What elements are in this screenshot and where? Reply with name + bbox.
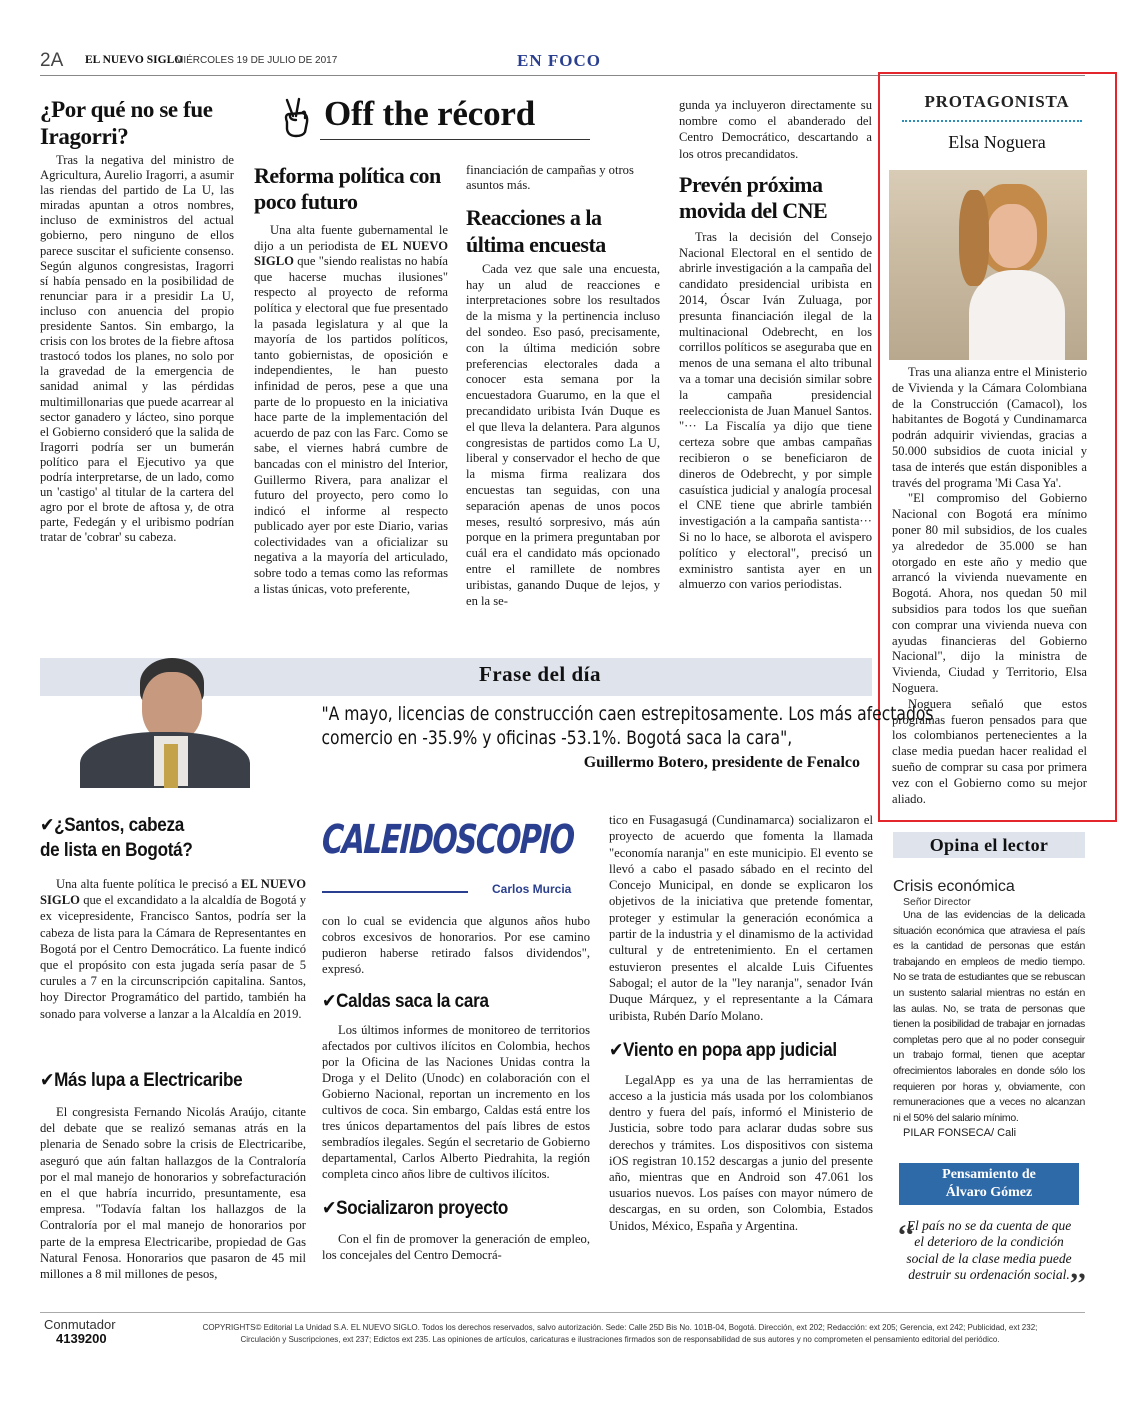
protagonista-paragraph: "El compromiso del Gobierno Nacional con Bogotá era mínimo poner 80 mil subsidios, de los cuales ya alrededor de 35.000 se han otorgado en este año y medio que arrancó la vivienda nuevamente en Bogotá. Ahora, nos quedan 50 mil subsidios para todos los que sueñan con comprar una vivienda nueva con ayudas financieras del Gobierno Nacional", dijo la ministra de Vivienda, Ciudad y Territorio, Elsa Noguera. xyxy=(892,491,1087,695)
headline: Reforma política con poco futuro xyxy=(254,163,441,214)
article-body: Una alta fuente gubernamental le dijo a un periodista de EL NUEVO SIGLO que "siendo realistas no había que hacerse muchas ilusiones" respecto al proyecto de reforma política y electoral que fue presentado la pasada legislatura y al que la mayoría de los partidos políticos, tanto gobiernistas, de oposición e independientes, le han puesto infinidad de peros, pese a que una parte de lo propuesto en la iniciativa hace parte de la implementación del acuerdo de paz con las Farc. Como se sabe, el viernes habrá cumbre de bancadas con el ministro del Interior, Guillermo Rivera, para analizar el futuro del proyecto, pero como lo indicó el informe al respecto publicado ayer por este Diario, varias colectividades van a oficializar su negativa a la mayoría del articulado, sobre todo a temas como las reformas a listas únicas, voto preferente, xyxy=(254,223,448,596)
off-the-record-banner xyxy=(250,92,670,140)
pensamiento-box xyxy=(893,1163,1087,1300)
protagonista-paragraph: Noguera señaló que estos programas fueron pensados para que los colombianos pertenecientes a la clase media puedan hacer realidad el sueño de comprar su casa por primera vez con el Gobierno como su mejor aliado. xyxy=(892,696,1087,806)
footer xyxy=(40,1312,1085,1352)
article-reforma xyxy=(254,163,448,597)
page-number: 2A xyxy=(40,50,64,71)
frase-title: Frase del día xyxy=(479,662,601,686)
footer-phone: 4139200 xyxy=(56,1331,107,1346)
protagonista-paragraph: Tras una alianza entre el Ministerio de Vivienda y la Cámara Colombiana de la Construcción (Camacol), los habitantes de Bogotá y Cundinamarca podrán adquirir viviendas, gracias a 50.000 subsidios de cuota inicial y tasa de interés que están disponibles a través del programa 'Mi Casa Ya'. xyxy=(892,365,1087,490)
headline: Reacciones a la última encuesta xyxy=(466,204,606,257)
article-body: Tras la decisión del Consejo Nacional Electoral en el sentido de abrirle investigación a la campaña del candidato presidencial uribista en 2014, Óscar Iván Zuluaga, por presunta financiación ilegal de la multinacional Odebrecht, en los corrillos políticos se aseguraba que en menos de una semana el alto tribunal va a tomar una decisión similar sobre la campaña presidencial reeleccionista de Juan Manuel Santos. "··· La Fiscalía ya dijo que tiene certeza sobre que ambas campañas recibieron o se beneficiaron de dineros de Odebrecht, y por simple casuística judicial y analogía procesal el CNE tiene que abrirle también investigación a la campaña santista··· Si no lo hace, se alborota el avispero político y electoral", precisó un exministro santista ayer en un almuerzo con varios periodistas. xyxy=(679,229,872,592)
carry-text: tico en Fusagasugá (Cundinamarca) socializaron el proyecto de acuerdo que fomenta la llamada "economía naranja" en este municipio. El evento se llevó a cabo el pasado sábado en el recinto del Concejo Municipal, en donde se explicaron los objetivos de la iniciativa que pretende fomentar, proteger y estimular la generación económica a partir de la industria y el dinamismo de la actividad cultural y de entretenimiento. En el certamen estuvieron presentes el alcalde Luis Cifuentes Sabogal; el autor de la "ley naranja", senador Iván Duque Márquez, y el representante a la Cámara uribista, Rubén Darío Molano. xyxy=(609,813,873,1023)
carry-text: financiación de campañas y otros asuntos más. xyxy=(466,163,634,193)
letter-body: Una de las evidencias de la delicada situación económica que atraviesa el país es la cantidad de personas que están trabajando en empleos de medio tiempo. No se trata de estudiantes que se rebuscan un sustento salarial mientras no están en las aulas. No, se trata de personas que tienen la posibilidad de trabajar en jornadas completas pero que al no poder conseguir un trabajo formal, tienen que aceptar ofrecimientos laborales en donde sólo los requieren por horas y, obviamente, con remuneraciones que a veces no alcanzan ni el 50% del salario mínimo. xyxy=(893,909,1085,1124)
banner-rule xyxy=(320,139,590,140)
speaker-photo xyxy=(54,648,254,788)
caleidoscopio-column xyxy=(322,815,590,1263)
article-body: Una alta fuente política le precisó a EL NUEVO SIGLO que el excandidato a la alcaldía de Bogotá y ex vicepresidente, Francisco Santos, podría ser la cabeza de lista para la Cámara de Representantes en Bogotá por el Centro Democrático. La fuente indicó que el propósito con esta jugada sería pasar de 5 curules a 7 en la circunscripción capitalina. Santos, hoy Director Programático del partido, también ha sonado para volverse a lanzar a la Alcaldía en 2019. xyxy=(40,877,307,1021)
article-preven xyxy=(679,97,872,593)
article-body: El congresista Fernando Nicolás Araújo, citante del debate que se realizó semanas atrás en la plenaria de Senado sobre la crisis de Electricaribe, aseguró que aún faltan hallazgos de la Contraloría por el mal manejo de honorarios y sobrefacturación en el que habría incurrido, presuntamente, esa empresa. "Todavía faltan los hallazgos de la Contraloría por el mal manejo de honorarios por parte de la empresa Electricaribe, propiedad de Gas Natural Fenosa. Honorarios que pasaron de 45 mil millones a 8 mil millones de pesos, xyxy=(40,1105,306,1282)
footer-label: Conmutador xyxy=(44,1317,116,1332)
letter-signature: PILAR FONSECA/ Cali xyxy=(903,1127,1017,1140)
article-body: LegalApp es ya una de las herramientas de acceso a la justicia más usada por los colombianos dentro y fuera del país, informó el Ministerio de Justicia, sobre todo para aclarar dudas sobre sus derechos y trámites. Los dispositivos con sistema iOS registran 10.152 descargas a junio del presente año, mientras que en Android son 47.061 los usuarios nuevos. Los países con mayor número de descargas, en su orden, son Colombia, Estados Unidos, México, España y Argentina. xyxy=(609,1072,873,1233)
open-quote-icon: ‘‘ xyxy=(897,1219,915,1252)
frase-quote-line: "A mayo, licencias de construcción caen estrepitosamente. Los más afectados xyxy=(321,703,934,725)
headline: ✔¿Santos, cabeza xyxy=(40,814,185,836)
article-body: Tras la negativa del ministro de Agricultura, Aurelio Iragorri, a asumir las riendas del partido de La U, las miradas apuntan a otros nombres, incluso de exministros del actual gobierno, pero ninguno de ellos parece suscitar el suficiente consenso. Según algunos congresistas, Iragorri sí había pensado en la posibilidad de renunciar para ir a presidir La U, incluso con anuencia del propio presidente Santos. Sin embargo, la crisis con los brotes de la fiebre aftosa trastocó todos los planes, no solo por la gravedad de la emergencia de sanidad animal y las pérdidas multimillonarias que puede acarrear al sector ganadero y lácteo, sino porque el Gobierno consideró que la salida de Iragorri podría ser un bumerán político para el Ejecutivo ya que podría interpretarse, de un lado, como un 'castigo' al titular de la cartera del agro por el brote de aftosa y, de otra parte, Fedegán y el uribismo podrían tratar de 'cobrar' su cabeza. xyxy=(40,153,234,545)
pensamiento-quote: El país no se da cuenta de que el deterioro de la condición social de la clase media puede destruir su ordenación social. xyxy=(906,1218,1072,1283)
protagonista-label: PROTAGONISTA xyxy=(924,92,1070,111)
headline: ✔Socializaron proyecto xyxy=(322,1197,509,1219)
frase-author: Guillermo Botero, presidente de Fenalco xyxy=(583,754,860,771)
portrait-photo xyxy=(889,170,1087,360)
article-santos xyxy=(40,813,306,1022)
column-author: Carlos Murcia xyxy=(492,882,572,896)
frase-del-dia xyxy=(40,654,934,794)
letter-salute: Señor Director xyxy=(903,896,971,908)
headline: ✔Viento en popa app judicial xyxy=(609,1038,837,1061)
section-label: Opina el lector xyxy=(893,832,1085,858)
headline: ✔Caldas saca la cara xyxy=(322,990,489,1012)
section-name: EN FOCO xyxy=(517,51,601,70)
close-quote-icon: ’’ xyxy=(1069,1267,1087,1300)
footer-copyright: COPYRIGHTS© Editorial La Unidad S.A. EL NUEVO SIGLO. Todos los derechos reservados, salvo autorización. Sede: Calle 25D Bis No. 101B-04, Bogotá. Dirección, ext 202; Redacción: ext 205; Gerencia, ext 242; Publicidad, ext 232; xyxy=(202,1323,1038,1332)
article-body: Cada vez que sale una encuesta, hay un alud de reacciones e interpretaciones sobre los resultados de la misma y la pertinencia incluso del sondeo. Eso pasó, precisamente, con la última medición sobre preferencias electorales dada a conocer esta semana por la encuestadora Guarumo, en la que el precandidato uribista Iván Duque es el que lleva la delantera. Para algunos congresistas de partidos como La U, liberal y conservador el hecho de que la misma firma realizara dos encuestas tan seguidas, con una separación apenas de unos pocos meses, resultó sorpresivo, más aún porque en la primera preguntaban por cuál era el candidato más opcionado entre el ramillete de nombres uribistas, ganando Duque de lejos, y en la se- xyxy=(466,261,660,608)
person-name: Elsa Noguera xyxy=(948,132,1046,152)
headline: Prevén próxima movida del CNE xyxy=(679,171,828,223)
headline: ¿Por qué no se fue Iragorri? xyxy=(40,97,213,149)
checkmark-icon: ✔ xyxy=(322,1197,337,1219)
header-date: MIÉRCOLES 19 DE JULIO DE 2017 xyxy=(175,55,338,66)
carry-text: con lo cual se evidencia que algunos años hubo cobros excesivos de honorarios. Por ese camino pudieron haberse retirado falsos dividendos", expresó. xyxy=(322,914,590,976)
victory-hand-icon xyxy=(278,96,314,138)
opina-lector xyxy=(893,832,1085,1139)
banner-title: Off the récord xyxy=(324,94,535,133)
headline: ✔Más lupa a Electricaribe xyxy=(40,1069,243,1091)
checkmark-icon: ✔ xyxy=(609,1038,624,1061)
article-app-judicial xyxy=(609,812,873,1234)
footer-copyright: Circulación y Suscripciones, ext 237; Edictos ext 235. Las opiniones de artículos, caricaturas e ilustraciones firmados son de responsabilidad de sus autores y no comprometen el pensamiento editorial del periódico. xyxy=(240,1335,1000,1344)
carry-text: gunda ya incluyeron directamente su nombre como el abanderado del Centro Democrático, descartando a los otros precandidatos. xyxy=(679,98,872,161)
column-logo: CALEIDOSCOPIO xyxy=(320,817,575,863)
frase-quote-line: comercio en -35.9% y oficinas -53.1%. Bogotá saca la cara", xyxy=(321,727,793,749)
checkmark-icon: ✔ xyxy=(322,990,337,1012)
checkmark-icon: ✔ xyxy=(40,1069,55,1091)
article-iragorri xyxy=(40,96,234,545)
dotted-rule xyxy=(902,120,1082,122)
article-reacciones xyxy=(466,163,660,609)
headline-line2: de lista en Bogotá? xyxy=(40,840,193,861)
article-electricaribe xyxy=(40,1068,306,1282)
letter-title: Crisis económica xyxy=(893,878,1015,895)
pensamiento-label: Pensamiento de Álvaro Gómez xyxy=(899,1163,1079,1205)
checkmark-icon: ✔ xyxy=(40,814,55,836)
article-body: Los últimos informes de monitoreo de territorios afectados por cultivos ilícitos en Colombia, hechos por la Oficina de las Naciones Unidas contra la Droga y el Delito (Unodc) en colaboración con el Gobierno Nacional, reportan un incremento en los cultivos de coca. Sin embargo, Caldas está entre los tres únicos departamentos del país libres de estos sembradíos ilegales. Según el secretario de Gobierno departamental, Carlos Alberto Piedrahita, la región completa cinco años libre de cultivos ilícitos. xyxy=(322,1023,590,1181)
article-body: Con el fin de promover la generación de empleo, los concejales del Centro Democrá- xyxy=(322,1232,590,1262)
paper-name: EL NUEVO SIGLO xyxy=(85,54,184,66)
logo-rule xyxy=(322,891,468,893)
